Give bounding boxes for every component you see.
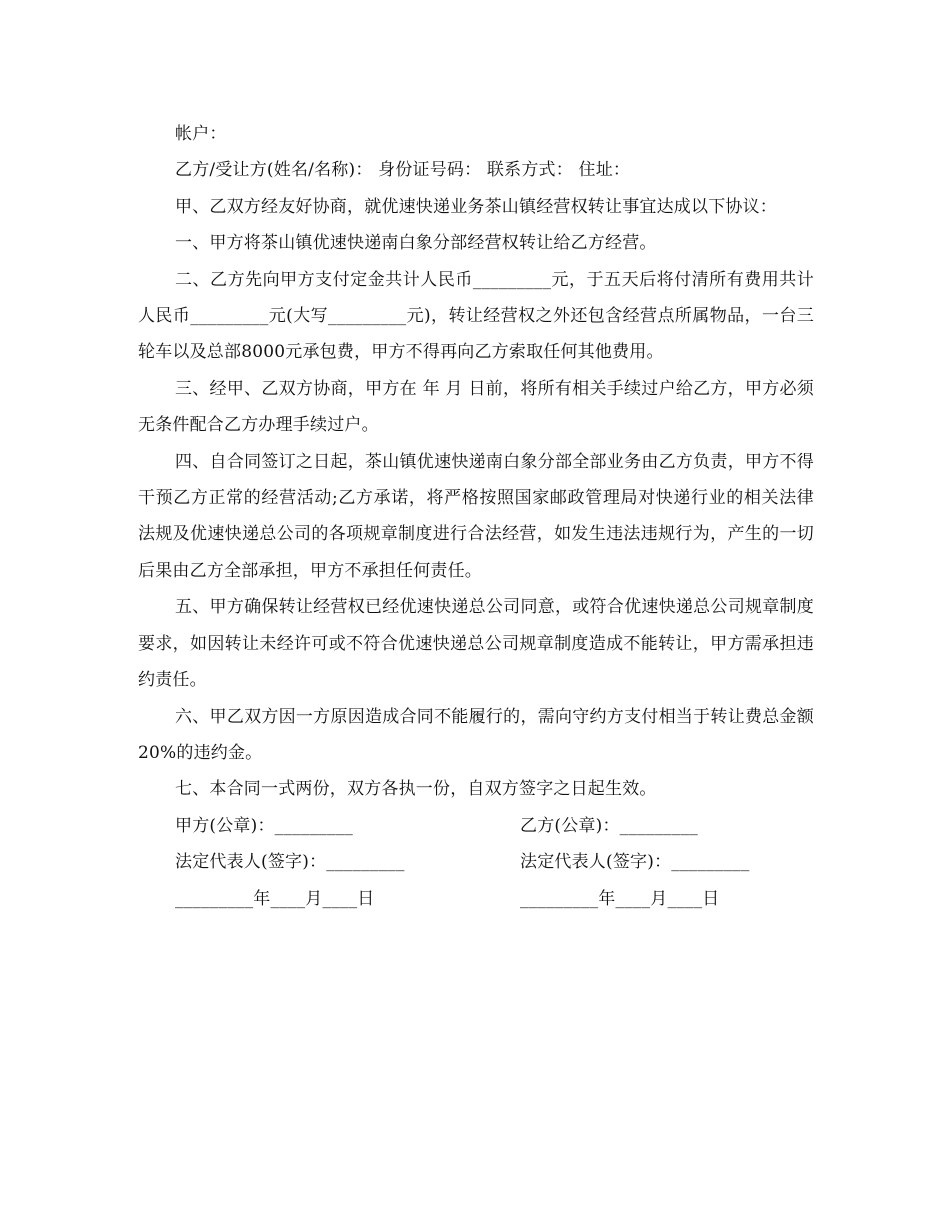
account-line: 帐户： <box>175 124 227 144</box>
signature-row-representative <box>138 844 814 880</box>
clause-5: 五、甲方确保转让经营权已经优速快递总公司同意，或符合优速快递总公司规章制度要求，如因转让未经许可或不符合优速快递总公司规章制度造成不能转让，甲方需承担违约责任。 <box>138 597 814 691</box>
party-b-info-line: 乙方/受让方(姓名/名称)： 身份证号码： 联系方式： 住址： <box>175 160 631 181</box>
agreement-intro: 甲、乙双方经友好协商，就优速快递业务茶山镇经营权转让事宜达成以下协议： <box>175 196 777 217</box>
signature-row-date <box>138 881 814 917</box>
party-a-date-field: _________年____月____日 <box>175 888 375 909</box>
clause-7: 七、本合同一式两份，双方各执一份，自双方签字之日起生效。 <box>175 779 657 800</box>
clause-6: 六、甲乙双方因一方原因造成合同不能履行的，需向守约方支付相当于转让费总金额20%的违约金。 <box>138 706 814 763</box>
signature-row-seal <box>138 808 814 844</box>
party-b-seal-field: 乙方(公章)：_________ <box>520 815 698 836</box>
clause-3: 三、经甲、乙双方协商，甲方在 年 月 日前，将所有相关手续过户给乙方，甲方必须无条件配合乙方办理手续过户。 <box>138 378 814 436</box>
clause-2: 二、乙方先向甲方支付定金共计人民币_________元，于五天后将付清所有费用共计人民币_________元(大写_________元)，转让经营权之外还包含经营点所属物品，一台三轮车以及总部8000元承包费，甲方不得再向乙方索取任何其他费用。 <box>138 269 814 363</box>
party-b-rep-field: 法定代表人(签字)：_________ <box>520 852 750 873</box>
party-a-seal-field: 甲方(公章)：_________ <box>175 815 353 836</box>
clause-1: 一、甲方将茶山镇优速快递南白象分部经营权转让给乙方经营。 <box>175 233 657 254</box>
party-a-rep-field: 法定代表人(签字)：_________ <box>175 852 405 873</box>
contract-body <box>138 116 814 917</box>
clause-4: 四、自合同签订之日起，茶山镇优速快递南白象分部全部业务由乙方负责，甲方不得干预乙方正常的经营活动;乙方承诺，将严格按照国家邮政管理局对快递行业的相关法律法规及优速快递总公司的各项规章制度进行合法经营，如发生违法违规行为，产生的一切后果由乙方全部承担，甲方不承担任何责任。 <box>138 451 814 581</box>
party-b-date-field: _________年____月____日 <box>520 888 720 909</box>
